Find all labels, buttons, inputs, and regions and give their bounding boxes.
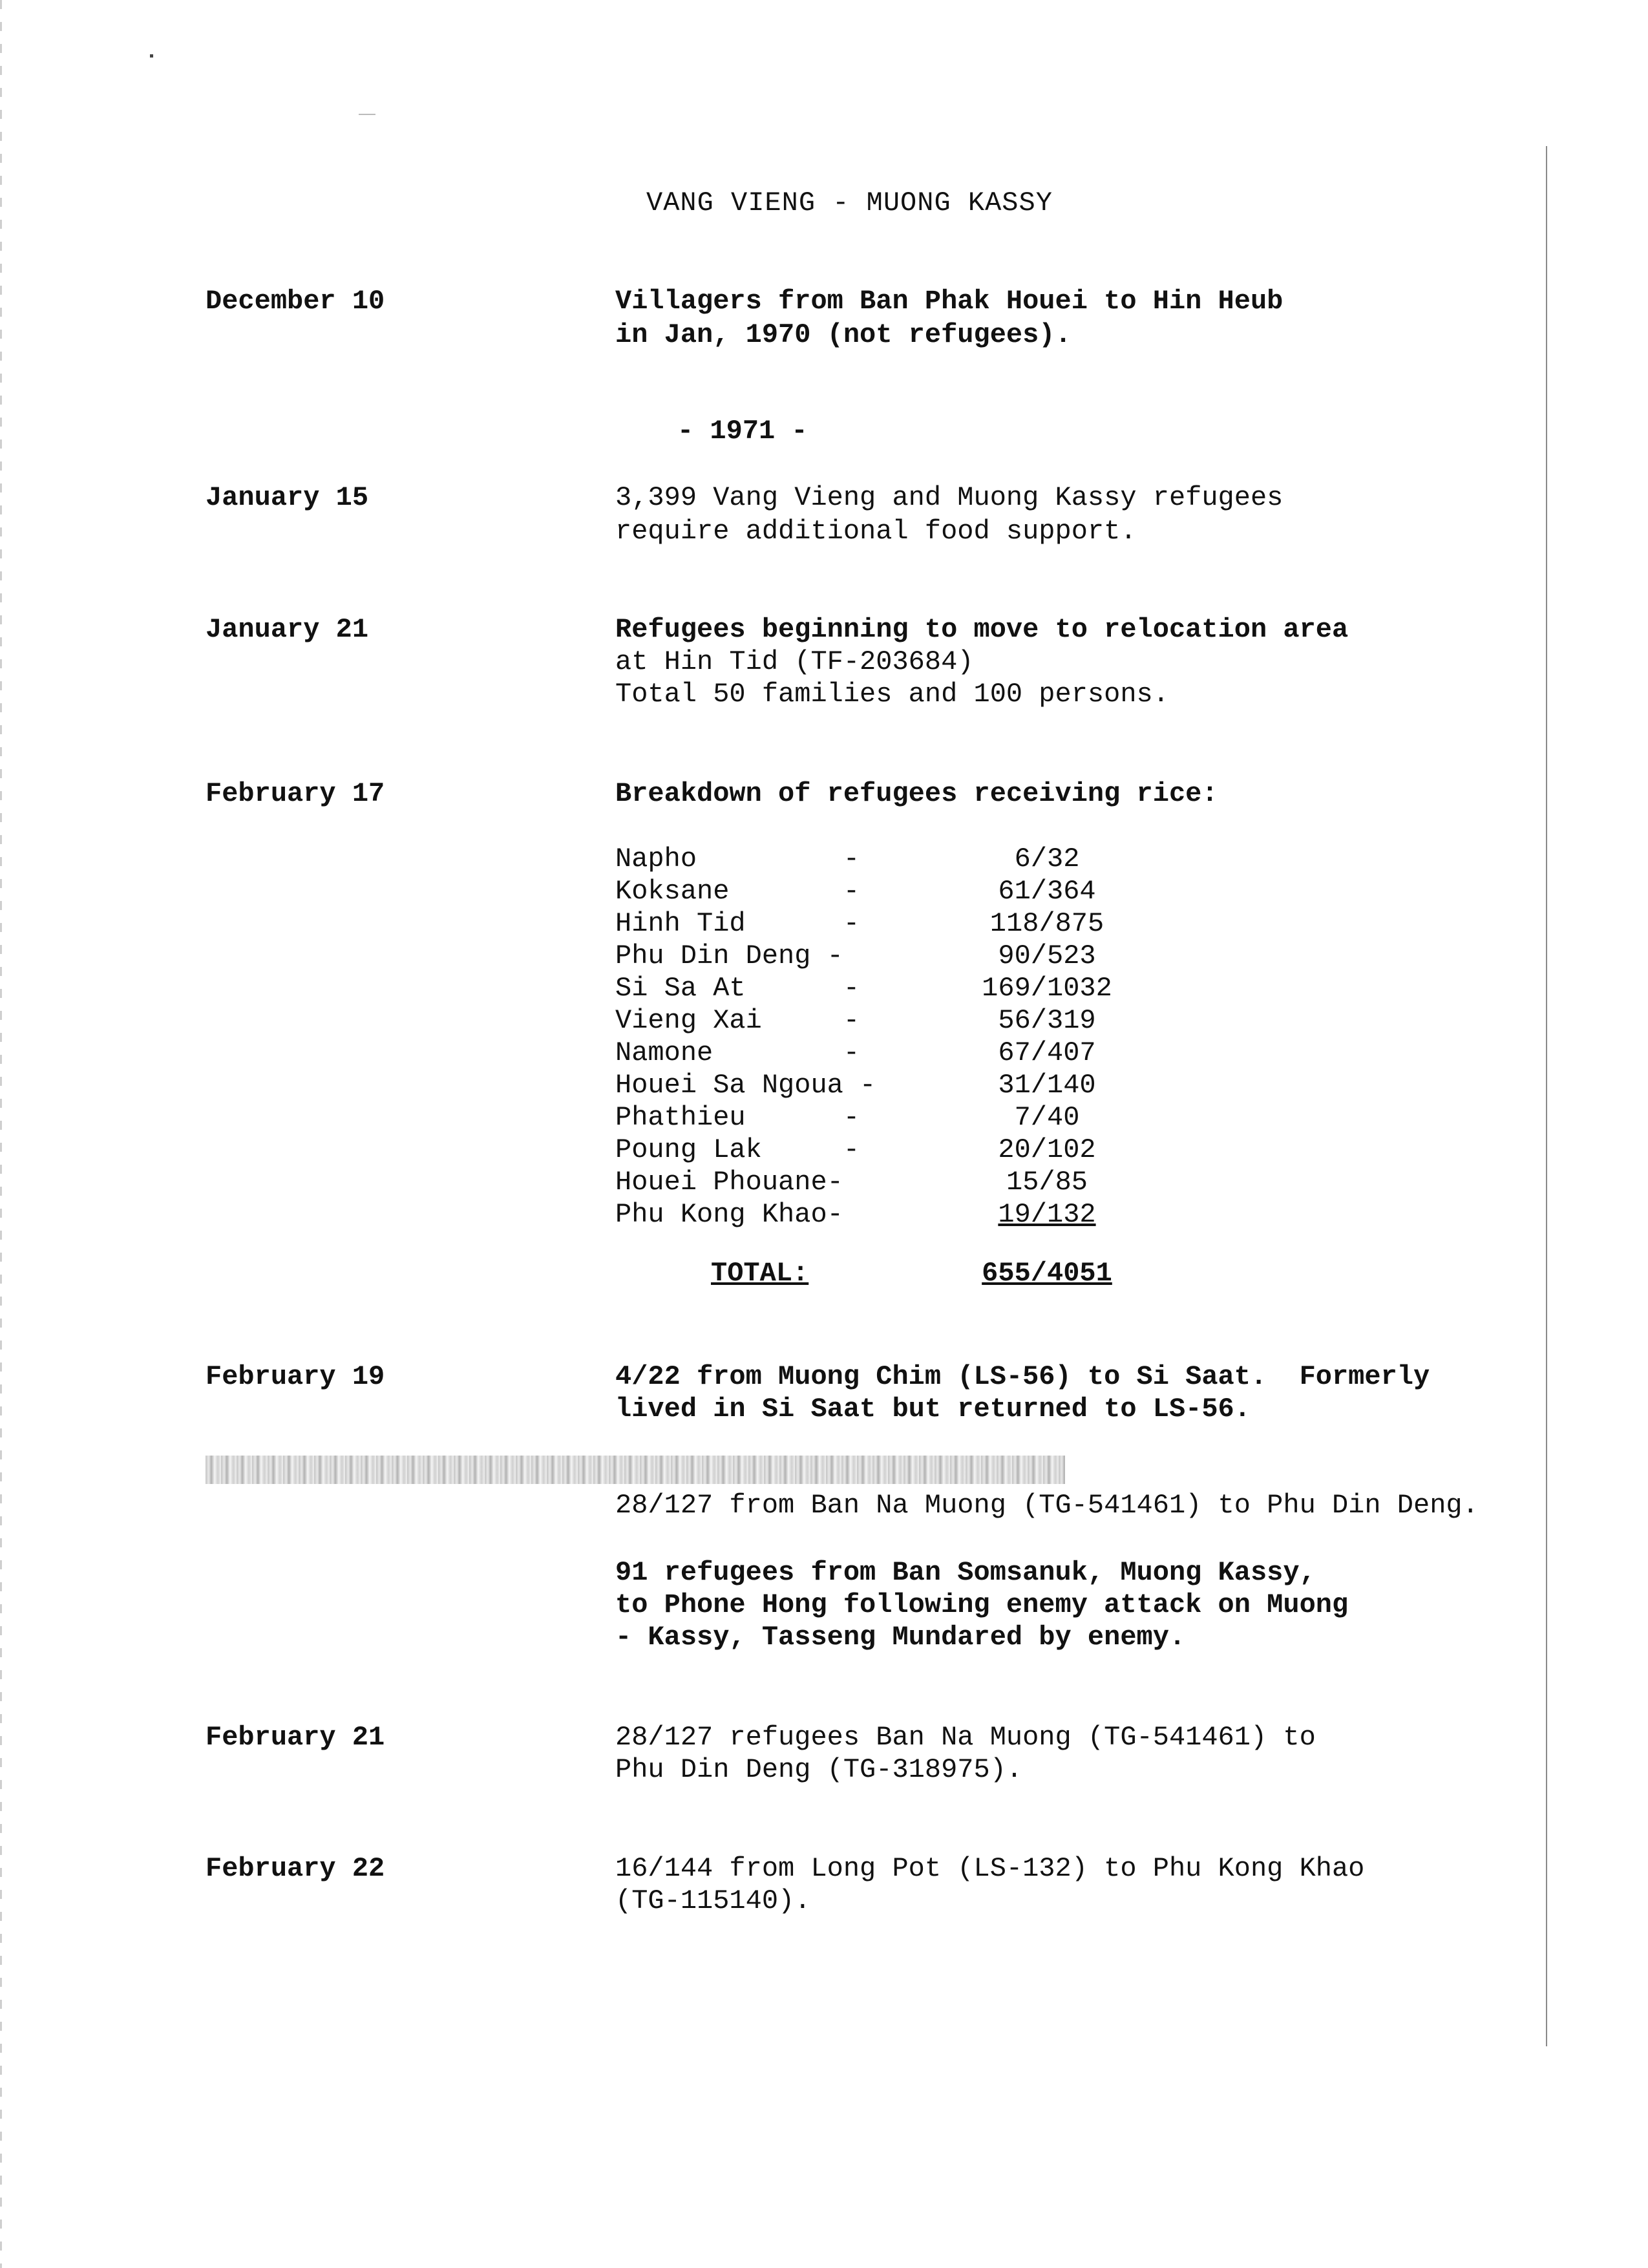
table-row-value: 15/85 — [1006, 1167, 1088, 1198]
entry-date: February 17 — [206, 778, 385, 809]
entry-text-line: to Phone Hong following enemy attack on Muong — [615, 1589, 1349, 1620]
table-row-name: Poung Lak - — [615, 1134, 860, 1165]
table-row-name: Phu Din Deng - — [615, 940, 843, 971]
entry-date: December 10 — [206, 286, 385, 317]
entry-text-line: in Jan, 1970 (not refugees). — [615, 319, 1072, 350]
entry-text-line: 3,399 Vang Vieng and Muong Kassy refugees — [615, 482, 1284, 513]
table-row-name: Phathieu - — [615, 1102, 860, 1133]
table-row-value: 118/875 — [989, 908, 1104, 939]
table-row-value: 56/319 — [998, 1005, 1096, 1036]
table-row-value: 6/32 — [1014, 843, 1080, 874]
table-row-value: 7/40 — [1014, 1102, 1080, 1133]
entry-text-line: require additional food support. — [615, 516, 1137, 547]
table-row-value: 61/364 — [998, 876, 1096, 907]
year-heading: - 1971 - — [677, 416, 808, 447]
table-row-name: Houei Sa Ngoua - — [615, 1070, 876, 1101]
table-row-value: 19/132 — [998, 1199, 1096, 1230]
entry-text-line: lived in Si Saat but returned to LS-56. — [615, 1394, 1251, 1425]
entry-date: January 15 — [206, 482, 369, 513]
table-row-value: 169/1032 — [982, 973, 1112, 1004]
table-row-name: Houei Phouane- — [615, 1167, 843, 1198]
entry-date: February 22 — [206, 1853, 385, 1884]
table-row-name: Namone - — [615, 1037, 860, 1068]
page-edge — [0, 0, 2, 2268]
entry-text-line: Breakdown of refugees receiving rice: — [615, 778, 1218, 809]
entry-date: January 21 — [206, 614, 369, 645]
table-row-value: 67/407 — [998, 1037, 1096, 1068]
table-row-value: 31/140 — [998, 1070, 1096, 1101]
entry-text-line: 16/144 from Long Pot (LS-132) to Phu Kong Khao — [615, 1853, 1365, 1884]
table-row-name: Vieng Xai - — [615, 1005, 860, 1036]
scan-smudge — [206, 1456, 1065, 1484]
speck — [150, 54, 153, 58]
entry-text-line: 91 refugees from Ban Somsanuk, Muong Kassy, — [615, 1557, 1316, 1588]
table-row-name: Si Sa At - — [615, 973, 860, 1004]
entry-text-line: Total 50 families and 100 persons. — [615, 679, 1169, 710]
table-row-name: Koksane - — [615, 876, 860, 907]
entry-text-line: Phu Din Deng (TG-318975). — [615, 1754, 1023, 1785]
table-row-name: Napho - — [615, 843, 860, 874]
entry-text-line: (TG-115140). — [615, 1885, 811, 1916]
table-row-name: Phu Kong Khao- — [615, 1199, 843, 1230]
table-row-name: Hinh Tid - — [615, 908, 860, 939]
right-margin-line — [1546, 146, 1547, 2046]
total-label: TOTAL: — [711, 1258, 809, 1289]
document-title: VANG VIENG - MUONG KASSY — [646, 187, 1053, 218]
table-row-value: 90/523 — [998, 940, 1096, 971]
entry-date: February 19 — [206, 1361, 385, 1392]
entry-text-line: 28/127 from Ban Na Muong (TG-541461) to Phu Din Deng. — [615, 1490, 1479, 1521]
entry-date: February 21 — [206, 1722, 385, 1753]
entry-text-line: 4/22 from Muong Chim (LS-56) to Si Saat. Formerly — [615, 1361, 1430, 1392]
total-value: 655/4051 — [982, 1258, 1112, 1289]
entry-text-line: Refugees beginning to move to relocation area — [615, 614, 1349, 645]
entry-text-line: - Kassy, Tasseng Mundared by enemy. — [615, 1622, 1186, 1653]
table-row-value: 20/102 — [998, 1134, 1096, 1165]
speck — [359, 114, 375, 115]
entry-text-line: Villagers from Ban Phak Houei to Hin Heub — [615, 286, 1284, 317]
entry-text-line: at Hin Tid (TF-203684) — [615, 646, 974, 677]
entry-text-line: 28/127 refugees Ban Na Muong (TG-541461) to — [615, 1722, 1316, 1753]
